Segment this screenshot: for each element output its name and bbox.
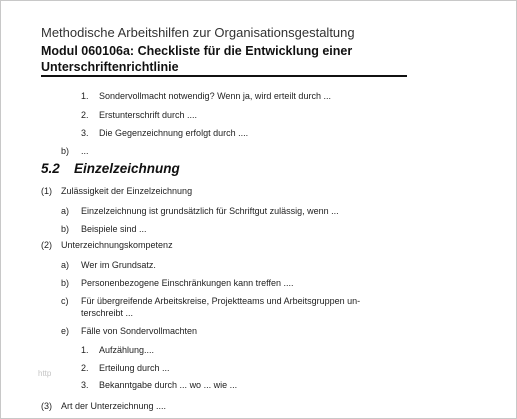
watermark-text: http bbox=[38, 369, 52, 378]
top-list-number: 1. bbox=[81, 91, 89, 101]
paragraph-text: Art der Unterzeichnung .... bbox=[61, 401, 167, 411]
top-list-item: Sondervollmacht notwendig? Wenn ja, wird erteilt durch ... bbox=[99, 91, 331, 101]
sublist-number: 3. bbox=[81, 380, 89, 390]
sublist-number: 1. bbox=[81, 345, 89, 355]
sublist-number: 2. bbox=[81, 363, 89, 373]
list-item-label: a) bbox=[61, 206, 70, 216]
sublist-item: Erteilung durch ... bbox=[99, 363, 170, 373]
header-rule bbox=[41, 75, 407, 77]
paragraph-label: (2) bbox=[41, 240, 52, 250]
top-list-item: Erstunterschrift durch .... bbox=[99, 110, 198, 120]
document-header-title: Methodische Arbeitshilfen zur Organisationsgestaltung bbox=[41, 25, 355, 40]
sublist-item: Bekanntgabe durch ... wo ... wie ... bbox=[99, 380, 238, 390]
module-title-line1: Modul 060106a: Checkliste für die Entwicklung einer bbox=[41, 44, 353, 58]
sublist-item: Aufzählung.... bbox=[99, 345, 155, 355]
list-item-text: Für übergreifende Arbeitskreise, Projektteams und Arbeitsgruppen un- bbox=[81, 296, 361, 306]
top-list-number: 2. bbox=[81, 110, 89, 120]
list-item-label: a) bbox=[61, 260, 70, 270]
paragraph-text: Unterzeichnungskompetenz bbox=[61, 240, 173, 250]
section-title: Einzelzeichnung bbox=[74, 161, 180, 176]
top-list-item: Die Gegenzeichnung erfolgt durch .... bbox=[99, 128, 249, 138]
section-number: 5.2 bbox=[41, 161, 60, 176]
list-item-label: e) bbox=[61, 326, 70, 336]
module-title-line2: Unterschriftenrichtlinie bbox=[41, 60, 179, 74]
list-item-text-continuation: terschreibt ... bbox=[81, 308, 134, 318]
list-item-text: ... bbox=[81, 146, 89, 156]
list-item-text: Wer im Grundsatz. bbox=[81, 260, 156, 270]
list-item-label: b) bbox=[61, 278, 70, 288]
list-item-text: Einzelzeichnung ist grundsätzlich für Schriftgut zulässig, wenn ... bbox=[81, 206, 339, 216]
list-item-text: Personenbezogene Einschränkungen kann treffen .... bbox=[81, 278, 294, 288]
list-item-label: b) bbox=[61, 146, 70, 156]
list-item-text: Beispiele sind ... bbox=[81, 224, 147, 234]
paragraph-label: (1) bbox=[41, 186, 52, 196]
top-list-number: 3. bbox=[81, 128, 89, 138]
list-item-label: b) bbox=[61, 224, 70, 234]
list-item-text: Fälle von Sondervollmachten bbox=[81, 326, 198, 336]
paragraph-text: Zulässigkeit der Einzelzeichnung bbox=[61, 186, 193, 196]
list-item-label: c) bbox=[61, 296, 69, 306]
paragraph-label: (3) bbox=[41, 401, 52, 411]
